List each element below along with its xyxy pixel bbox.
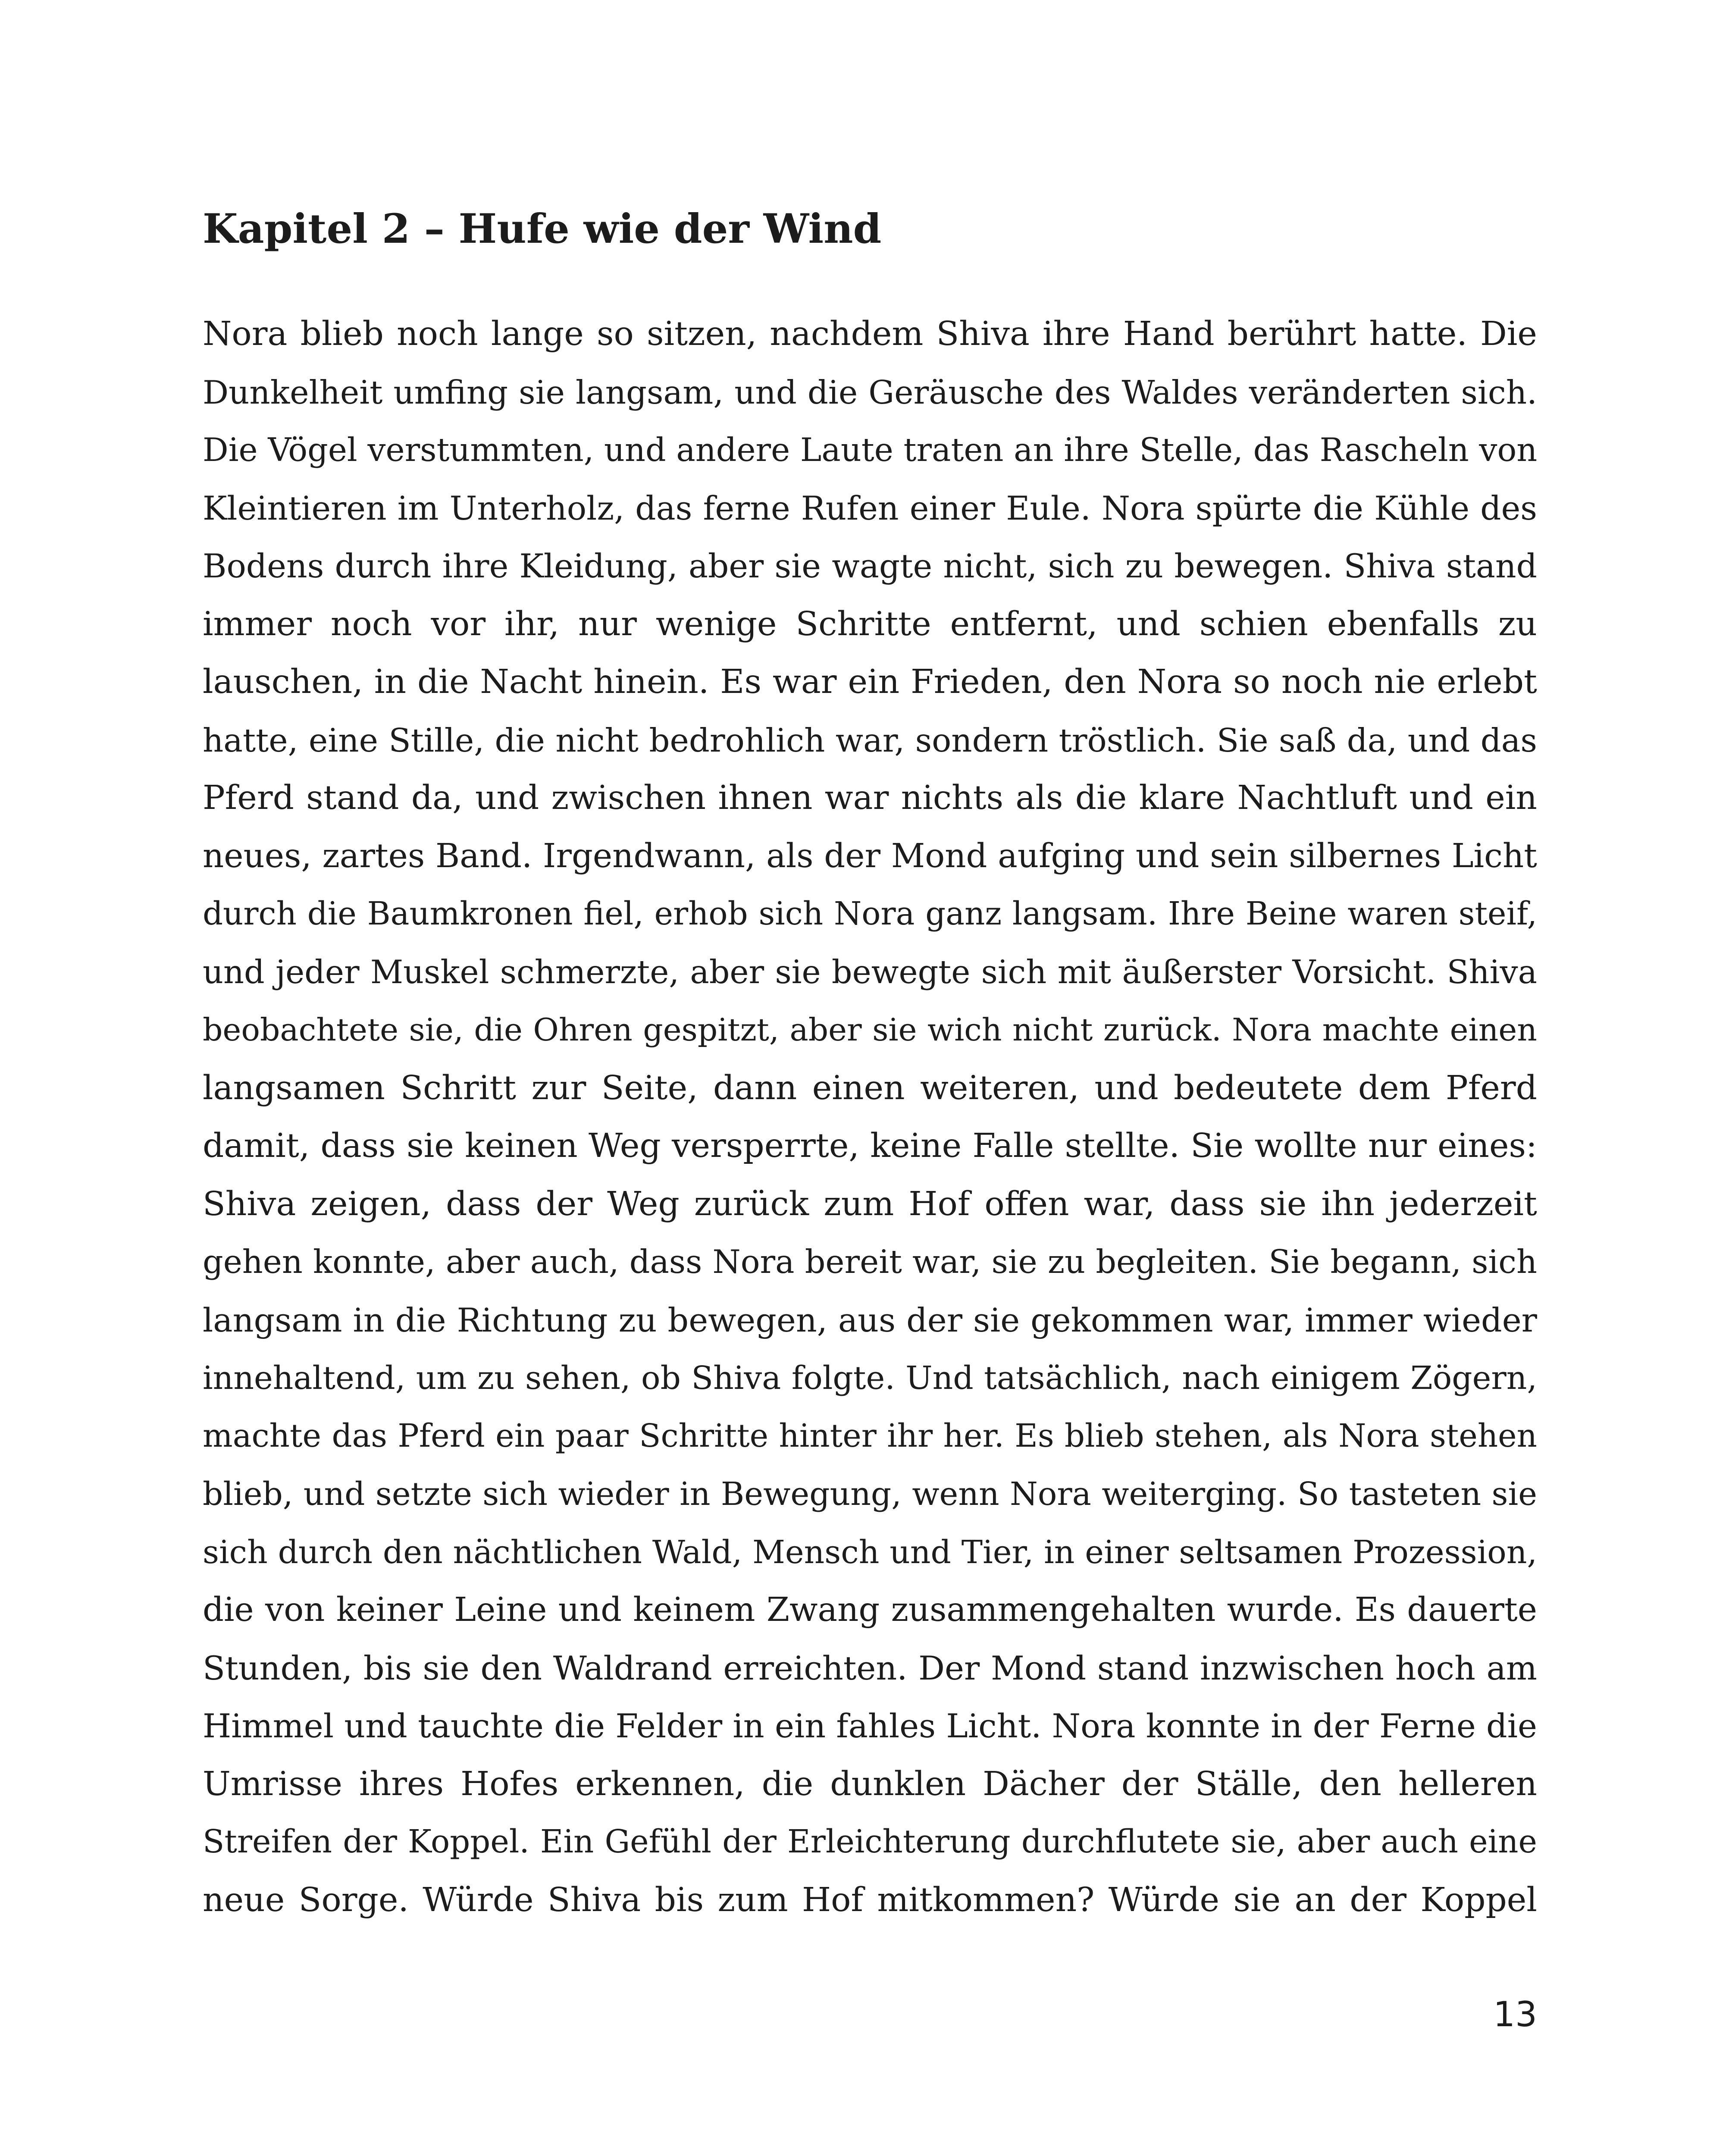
text-line: beobachtete sie, die Ohren gespitzt, aber sie wich nicht zurück. Nora machte einen [203, 1012, 1537, 1048]
text-line: Shiva zeigen, dass der Weg zurück zum Hof offen war, dass sie ihn jederzeit [203, 1185, 1537, 1223]
text-line: hatte, eine Stille, die nicht bedrohlich war, sondern tröstlich. Sie saß da, und das [203, 721, 1537, 759]
chapter-heading: Kapitel 2 – Hufe wie der Wind [203, 205, 882, 253]
text-line: machte das Pferd ein paar Schritte hinter ihr her. Es blieb stehen, als Nora stehen [203, 1417, 1537, 1454]
text-line: langsamen Schritt zur Seite, dann einen weiteren, und bedeutete dem Pferd [203, 1069, 1537, 1107]
text-line: immer noch vor ihr, nur wenige Schritte entfernt, und schien ebenfalls zu [203, 605, 1537, 643]
text-line: Umrisse ihres Hofes erkennen, die dunklen Dächer der Ställe, den helleren [203, 1764, 1537, 1803]
text-line: neue Sorge. Würde Shiva bis zum Hof mitkommen? Würde sie an der Koppel [203, 1880, 1537, 1919]
text-line: lauschen, in die Nacht hinein. Es war ein Frieden, den Nora so noch nie erlebt [203, 663, 1537, 701]
text-line: blieb, und setzte sich wieder in Bewegung, wenn Nora weiterging. So tasteten sie [203, 1476, 1537, 1513]
text-line: gehen konnte, aber auch, dass Nora bereit war, sie zu begleiten. Sie begann, sich [203, 1243, 1537, 1281]
text-line: Himmel und tauchte die Felder in ein fahles Licht. Nora konnte in der Ferne die [203, 1707, 1537, 1745]
text-line: Streifen der Koppel. Ein Gefühl der Erleichterung durchflutete sie, aber auch eine [203, 1824, 1537, 1860]
text-line: Bodens durch ihre Kleidung, aber sie wagte nicht, sich zu bewegen. Shiva stand [203, 547, 1537, 585]
body-paragraph [203, 305, 1537, 1929]
text-line: langsam in die Richtung zu bewegen, aus der sie gekommen war, immer wieder [203, 1300, 1537, 1339]
text-line: sich durch den nächtlichen Wald, Mensch und Tier, in einer seltsamen Prozession, [203, 1533, 1537, 1571]
text-line: Die Vögel verstummten, und andere Laute traten an ihre Stelle, das Rascheln von [203, 431, 1538, 469]
text-line: damit, dass sie keinen Weg versperrte, keine Falle stellte. Sie wollte nur eines: [203, 1127, 1537, 1165]
text-line: Kleintieren im Unterholz, das ferne Rufen einer Eule. Nora spürte die Kühle des [203, 489, 1537, 527]
text-line: Pferd stand da, und zwischen ihnen war nichts als die klare Nachtluft und ein [203, 779, 1537, 817]
page-number: 13 [1493, 1994, 1537, 2034]
text-line: innehaltend, um zu sehen, ob Shiva folgte. Und tatsächlich, nach einigem Zögern, [203, 1360, 1537, 1397]
text-line: Nora blieb noch lange so sitzen, nachdem Shiva ihre Hand berührt hatte. Die [203, 315, 1537, 353]
text-line: Dunkelheit umfing sie langsam, und die Geräusche des Waldes veränderten sich. [203, 373, 1537, 411]
text-line: Stunden, bis sie den Waldrand erreichten. Der Mond stand inzwischen hoch am [203, 1648, 1537, 1687]
text-line: und jeder Muskel schmerzte, aber sie bewegte sich mit äußerster Vorsicht. Shiva [203, 953, 1537, 991]
text-line: neues, zartes Band. Irgendwann, als der Mond aufging und sein silbernes Licht [203, 837, 1537, 875]
text-line: durch die Baumkronen fiel, erhob sich Nora ganz langsam. Ihre Beine waren steif, [203, 896, 1537, 932]
text-line: die von keiner Leine und keinem Zwang zusammengehalten wurde. Es dauerte [203, 1591, 1537, 1629]
